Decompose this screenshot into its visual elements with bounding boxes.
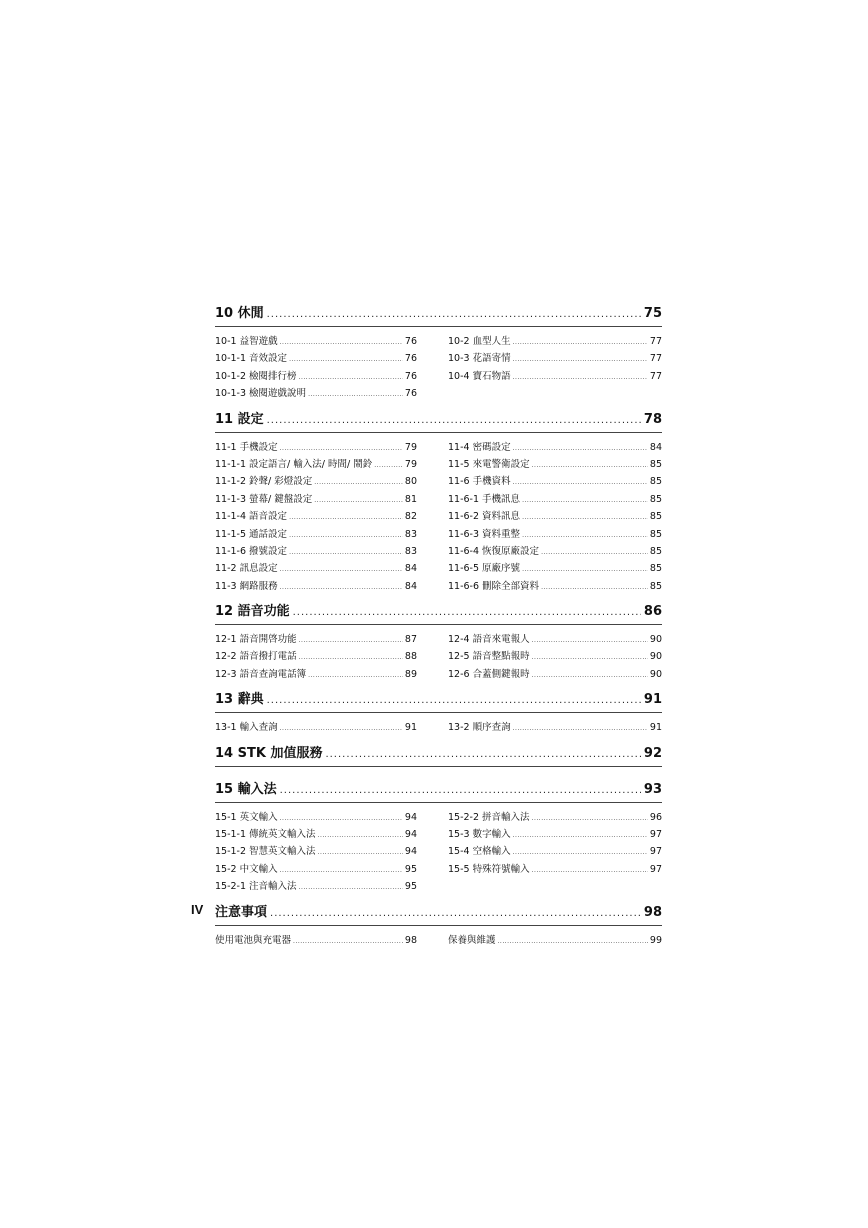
dot-leader — [267, 306, 641, 324]
dot-leader — [522, 527, 648, 544]
toc-entry[interactable] — [448, 648, 662, 665]
toc-entry[interactable] — [448, 809, 662, 826]
entry-title: 15-5 特殊符號輸入 — [448, 863, 530, 875]
entry-title: 11-1-5 通話設定 — [215, 528, 288, 540]
empty-cell — [448, 878, 662, 895]
entry-page-number: 90 — [649, 668, 662, 680]
dot-leader — [513, 720, 648, 737]
toc-entry[interactable] — [215, 648, 417, 665]
entry-title: 15-1-1 傳統英文輸入法 — [215, 829, 316, 841]
toc-entry[interactable] — [448, 439, 662, 456]
toc-entry[interactable] — [215, 631, 417, 648]
table-of-contents — [215, 305, 662, 957]
entry-page-number: 83 — [404, 528, 417, 540]
entry-page-number: 80 — [404, 476, 417, 488]
entry-title: 11-1-1 設定語言/ 輸入法/ 時間/ 鬧鈴 — [215, 458, 373, 470]
toc-entry[interactable] — [448, 543, 662, 560]
section-page-number: 86 — [643, 604, 662, 620]
toc-entry[interactable] — [448, 508, 662, 525]
dot-leader — [314, 492, 403, 509]
toc-entry[interactable] — [215, 368, 417, 385]
section-entries — [215, 932, 662, 949]
entry-page-number: 97 — [649, 846, 662, 858]
entry-page-number: 76 — [404, 353, 417, 365]
entry-page-number: 97 — [649, 863, 662, 875]
dot-leader — [498, 933, 648, 950]
toc-entry[interactable] — [448, 560, 662, 577]
entry-title: 保養與維護 — [448, 934, 496, 946]
dot-leader — [513, 474, 648, 491]
entry-page-number: 84 — [404, 580, 417, 592]
entry-title: 12-2 語音撥打電話 — [215, 651, 297, 663]
toc-section — [215, 781, 662, 904]
dot-leader — [532, 862, 648, 879]
dot-leader — [299, 649, 403, 666]
entry-page-number: 89 — [404, 668, 417, 680]
section-divider — [215, 712, 662, 713]
entry-title: 11-2 訊息設定 — [215, 563, 278, 575]
dot-leader — [314, 474, 403, 491]
section-title: 11 設定 — [215, 411, 264, 427]
toc-entry[interactable] — [215, 543, 417, 560]
dot-leader — [374, 457, 403, 474]
dot-leader — [325, 746, 640, 764]
dot-leader — [308, 386, 403, 403]
entry-page-number: 97 — [649, 829, 662, 841]
entry-page-number: 85 — [649, 563, 662, 575]
toc-entry[interactable] — [215, 456, 417, 473]
entry-title: 11-6-5 原廠序號 — [448, 563, 521, 575]
section-entries — [215, 439, 662, 596]
dot-leader — [522, 492, 648, 509]
toc-entry[interactable] — [215, 385, 417, 402]
dot-leader — [280, 561, 403, 578]
section-title: 13 辭典 — [215, 692, 264, 708]
entry-page-number: 82 — [404, 511, 417, 523]
dot-leader — [532, 632, 648, 649]
toc-entry[interactable] — [448, 719, 662, 736]
entry-title: 11-1-6 撥號設定 — [215, 545, 288, 557]
entry-page-number: 95 — [404, 881, 417, 893]
dot-leader — [541, 544, 648, 561]
entry-page-number: 76 — [404, 370, 417, 382]
entry-page-number: 90 — [649, 634, 662, 646]
section-page-number: 75 — [643, 306, 662, 321]
entry-title: 12-4 語音來電報人 — [448, 634, 530, 646]
entry-title: 10-1-3 檢閱遊戲說明 — [215, 388, 307, 400]
section-divider — [215, 432, 662, 433]
entry-title: 10-1 益智遊戲 — [215, 336, 278, 347]
entry-title: 11-4 密碼設定 — [448, 441, 511, 453]
entry-page-number: 99 — [649, 934, 662, 946]
toc-entry[interactable] — [448, 456, 662, 473]
entry-page-number: 94 — [404, 829, 417, 841]
entry-title: 10-4 寶石物語 — [448, 370, 511, 382]
dot-leader — [293, 933, 403, 950]
dot-leader — [289, 351, 403, 368]
entry-title: 10-3 花語寄情 — [448, 353, 511, 365]
entry-page-number: 85 — [649, 476, 662, 488]
entry-title: 15-4 空格輸入 — [448, 846, 511, 858]
section-title: 15 輸入法 — [215, 781, 277, 797]
dot-leader — [532, 649, 648, 666]
section-page-number: 93 — [643, 781, 662, 797]
section-heading[interactable] — [215, 305, 662, 323]
section-divider — [215, 326, 662, 327]
entry-title: 11-6-4 恢復原廠設定 — [448, 545, 540, 557]
dot-leader — [267, 412, 641, 430]
toc-entry[interactable] — [215, 878, 417, 895]
toc-entry[interactable] — [448, 826, 662, 843]
section-heading[interactable] — [215, 603, 662, 621]
dot-leader — [280, 862, 403, 879]
section-page-number: 92 — [643, 745, 662, 761]
toc-entry[interactable] — [448, 473, 662, 490]
dot-leader — [299, 632, 403, 649]
toc-entry[interactable] — [215, 439, 417, 456]
entry-title: 11-3 網路服務 — [215, 580, 278, 592]
toc-entry[interactable] — [215, 473, 417, 490]
dot-leader — [513, 351, 648, 368]
section-page-number: 98 — [643, 904, 662, 920]
entry-page-number: 91 — [404, 722, 417, 734]
entry-title: 12-3 語音查詢電話簿 — [215, 668, 307, 680]
entry-title: 12-1 語音開啓功能 — [215, 634, 297, 646]
dot-leader — [513, 369, 648, 386]
toc-entry[interactable] — [448, 861, 662, 878]
dot-leader — [267, 692, 641, 710]
dot-leader — [293, 604, 641, 622]
entry-page-number: 77 — [649, 336, 662, 347]
entry-title: 11-1-4 語音設定 — [215, 511, 288, 523]
toc-entry[interactable] — [448, 578, 662, 595]
dot-leader — [532, 667, 648, 684]
toc-entry[interactable] — [448, 526, 662, 543]
toc-entry[interactable] — [448, 666, 662, 683]
entry-page-number: 85 — [649, 580, 662, 592]
entry-page-number: 96 — [649, 811, 662, 823]
entry-title: 11-1 手機設定 — [215, 441, 278, 453]
section-divider — [215, 624, 662, 625]
entry-title: 11-1-2 鈴聲/ 彩燈設定 — [215, 476, 313, 488]
toc-entry[interactable] — [215, 843, 417, 860]
entry-title: 11-5 來電警衛設定 — [448, 458, 530, 470]
dot-leader — [280, 810, 403, 827]
entry-title: 15-3 數字輸入 — [448, 829, 511, 841]
dot-leader — [299, 369, 403, 386]
toc-entry[interactable] — [215, 666, 417, 683]
dot-leader — [522, 509, 648, 526]
section-divider — [215, 802, 662, 803]
section-entries — [215, 631, 662, 683]
section-title: 12 語音功能 — [215, 604, 290, 620]
page-number: IV — [191, 902, 204, 917]
toc-entry[interactable] — [448, 843, 662, 860]
dot-leader — [513, 334, 648, 351]
toc-section — [215, 603, 662, 691]
entry-title: 使用電池與充電器 — [215, 934, 292, 946]
dot-leader — [280, 334, 403, 351]
dot-leader — [513, 440, 648, 457]
toc-entry[interactable] — [215, 508, 417, 525]
dot-leader — [289, 527, 403, 544]
dot-leader — [280, 440, 403, 457]
entry-page-number: 79 — [404, 458, 417, 470]
toc-entry[interactable] — [215, 526, 417, 543]
entry-title: 15-1-2 智慧英文輸入法 — [215, 846, 316, 858]
section-title: 14 STK 加值服務 — [215, 745, 323, 761]
section-entries — [215, 809, 662, 896]
entry-title: 13-2 順序查詢 — [448, 722, 511, 734]
dot-leader — [308, 667, 403, 684]
entry-page-number: 79 — [404, 441, 417, 453]
entry-title: 11-1-3 螢幕/ 鍵盤設定 — [215, 493, 313, 505]
dot-leader — [299, 879, 403, 896]
dot-leader — [318, 844, 403, 861]
toc-entry[interactable] — [215, 809, 417, 826]
toc-entry[interactable] — [215, 560, 417, 577]
section-page-number: 91 — [643, 692, 662, 708]
section-title: 注意事項 — [215, 904, 268, 920]
toc-entry[interactable] — [215, 826, 417, 843]
entry-page-number: 98 — [404, 934, 417, 946]
entry-page-number: 85 — [649, 511, 662, 523]
dot-leader — [513, 827, 648, 844]
toc-entry[interactable] — [215, 350, 417, 367]
entry-page-number: 90 — [649, 651, 662, 663]
entry-page-number: 85 — [649, 545, 662, 557]
entry-page-number: 76 — [404, 388, 417, 400]
toc-entry[interactable] — [448, 932, 662, 949]
section-divider — [215, 925, 662, 926]
entry-page-number: 81 — [404, 493, 417, 505]
entry-title: 11-6 手機資料 — [448, 476, 511, 488]
dot-leader — [280, 720, 403, 737]
entry-title: 15-2-1 注音輸入法 — [215, 881, 297, 893]
dot-leader — [532, 810, 648, 827]
entry-page-number: 94 — [404, 846, 417, 858]
toc-entry[interactable] — [448, 368, 662, 385]
entry-title: 15-2 中文輸入 — [215, 863, 278, 875]
entry-title: 12-6 合蓋側鍵報時 — [448, 668, 530, 680]
dot-leader — [532, 457, 648, 474]
entry-page-number: 91 — [649, 722, 662, 734]
entry-page-number: 85 — [649, 528, 662, 540]
entry-page-number: 76 — [404, 336, 417, 347]
toc-section — [215, 904, 662, 957]
entry-page-number: 87 — [404, 634, 417, 646]
toc-entry[interactable] — [448, 350, 662, 367]
entry-page-number: 83 — [404, 545, 417, 557]
section-title: 10 休閒 — [215, 306, 264, 321]
toc-entry[interactable] — [215, 719, 417, 736]
entry-page-number: 77 — [649, 370, 662, 382]
entry-page-number: 95 — [404, 863, 417, 875]
toc-section — [215, 411, 662, 604]
entry-title: 10-1-1 音效設定 — [215, 353, 288, 365]
section-heading[interactable] — [215, 781, 662, 799]
dot-leader — [318, 827, 403, 844]
entry-page-number: 88 — [404, 651, 417, 663]
dot-leader — [280, 782, 641, 800]
dot-leader — [541, 579, 648, 596]
section-page-number: 78 — [643, 411, 662, 427]
entry-title: 15-2-2 拼音輸入法 — [448, 811, 530, 823]
section-heading[interactable] — [215, 904, 662, 922]
toc-entry[interactable] — [448, 631, 662, 648]
dot-leader — [270, 905, 641, 923]
entry-title: 12-5 語音整點報時 — [448, 651, 530, 663]
entry-title: 15-1 英文輸入 — [215, 811, 278, 823]
entry-page-number: 84 — [404, 563, 417, 575]
entry-page-number: 77 — [649, 353, 662, 365]
entry-title: 11-6-3 資料重整 — [448, 528, 521, 540]
toc-entry[interactable] — [448, 333, 662, 350]
entry-title: 13-1 輸入查詢 — [215, 722, 278, 734]
dot-leader — [513, 844, 648, 861]
entry-title: 10-2 血型人生 — [448, 336, 511, 347]
toc-entry[interactable] — [215, 861, 417, 878]
dot-leader — [522, 561, 648, 578]
entry-title: 11-6-2 資料訊息 — [448, 511, 521, 523]
entry-title: 11-6-1 手機訊息 — [448, 493, 521, 505]
toc-section — [215, 305, 662, 411]
dot-leader — [289, 509, 403, 526]
section-divider — [215, 766, 662, 767]
entry-title: 10-1-2 檢閱排行榜 — [215, 370, 297, 382]
toc-entry[interactable] — [448, 491, 662, 508]
section-heading[interactable] — [215, 691, 662, 709]
section-entries — [215, 719, 662, 736]
section-heading[interactable] — [215, 745, 662, 763]
toc-entry[interactable] — [215, 333, 417, 350]
section-entries — [215, 333, 662, 403]
toc-entry[interactable] — [215, 932, 417, 949]
dot-leader — [289, 544, 403, 561]
entry-page-number: 94 — [404, 811, 417, 823]
entry-page-number: 84 — [649, 441, 662, 453]
toc-entry[interactable] — [215, 491, 417, 508]
dot-leader — [280, 579, 403, 596]
empty-cell — [448, 385, 662, 402]
entry-page-number: 85 — [649, 493, 662, 505]
toc-section — [215, 691, 662, 744]
section-heading[interactable] — [215, 411, 662, 429]
toc-entry[interactable] — [215, 578, 417, 595]
entry-title: 11-6-6 刪除全部資料 — [448, 580, 540, 592]
toc-section — [215, 745, 662, 781]
entry-page-number: 85 — [649, 458, 662, 470]
